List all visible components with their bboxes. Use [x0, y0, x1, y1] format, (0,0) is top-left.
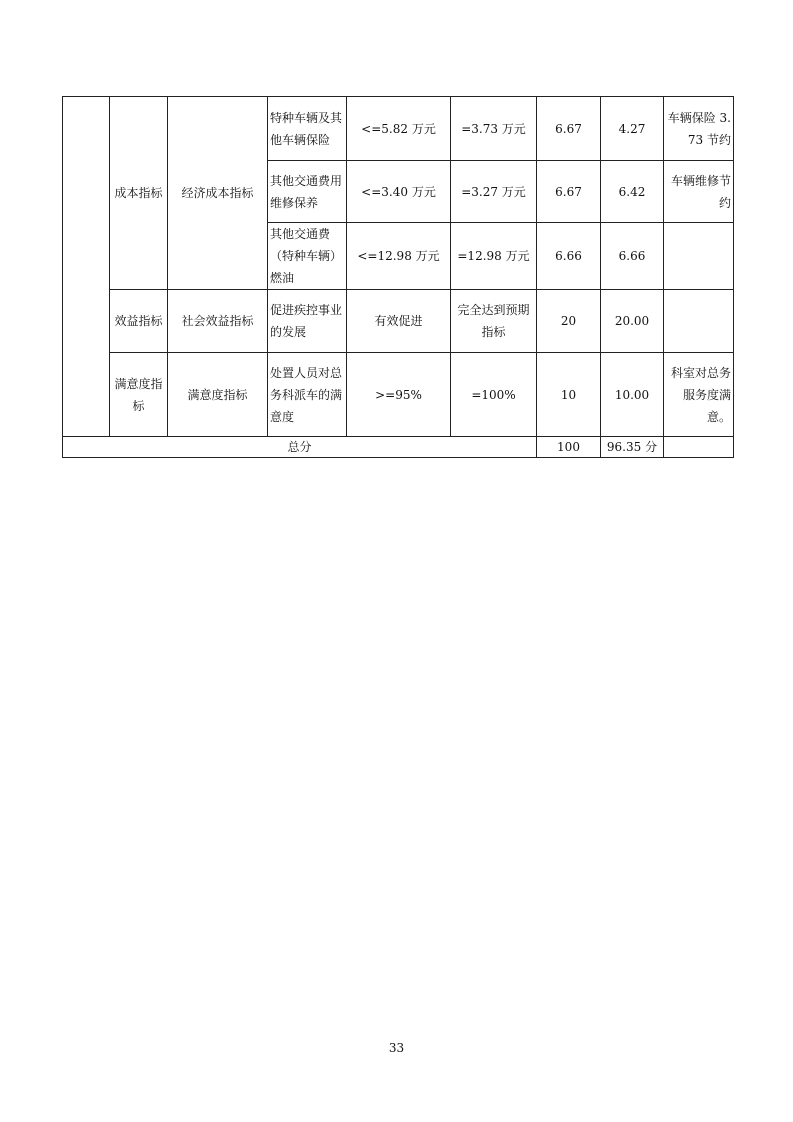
actual-cell: =3.73 万元	[451, 97, 537, 161]
indicator-cell: 其他交通费用维修保养	[268, 161, 347, 223]
score-cell: 6.42	[601, 161, 664, 223]
table-row	[63, 290, 734, 353]
category-cell: 成本指标	[110, 97, 168, 290]
weight-cell: 6.66	[537, 223, 601, 290]
page-number: 33	[388, 1041, 405, 1055]
note-cell: 科室对总务服务度满意。	[664, 353, 734, 437]
total-score-cell: 96.35 分	[601, 437, 664, 458]
table-row	[63, 97, 734, 161]
target-cell: 有效促进	[347, 290, 451, 353]
note-cell: 车辆保险 3.73 节约	[664, 97, 734, 161]
actual-cell: =100%	[451, 353, 537, 437]
weight-cell: 6.67	[537, 97, 601, 161]
target-cell: <=5.82 万元	[347, 97, 451, 161]
actual-cell: =3.27 万元	[451, 161, 537, 223]
first-level-indicator-cell	[63, 97, 110, 437]
target-cell: >=95%	[347, 353, 451, 437]
indicator-cell: 促进疾控事业的发展	[268, 290, 347, 353]
score-cell: 10.00	[601, 353, 664, 437]
actual-cell: =12.98 万元	[451, 223, 537, 290]
weight-cell: 20	[537, 290, 601, 353]
indicator-cell: 处置人员对总务科派车的满意度	[268, 353, 347, 437]
total-note-cell	[664, 437, 734, 458]
category-cell: 效益指标	[110, 290, 168, 353]
subcategory-cell: 社会效益指标	[168, 290, 268, 353]
indicator-cell: 其他交通费（特种车辆）燃油	[268, 223, 347, 290]
total-weight-cell: 100	[537, 437, 601, 458]
score-cell: 6.66	[601, 223, 664, 290]
subcategory-cell: 满意度指标	[168, 353, 268, 437]
category-cell: 满意度指标	[110, 353, 168, 437]
note-cell	[664, 290, 734, 353]
weight-cell: 6.67	[537, 161, 601, 223]
total-label-cell: 总分	[63, 437, 537, 458]
weight-cell: 10	[537, 353, 601, 437]
total-row	[63, 437, 734, 458]
target-cell: <=12.98 万元	[347, 223, 451, 290]
subcategory-cell: 经济成本指标	[168, 97, 268, 290]
score-cell: 4.27	[601, 97, 664, 161]
performance-table	[62, 96, 734, 458]
note-cell	[664, 223, 734, 290]
note-cell: 车辆维修节约	[664, 161, 734, 223]
target-cell: <=3.40 万元	[347, 161, 451, 223]
table-row	[63, 353, 734, 437]
indicator-cell: 特种车辆及其他车辆保险	[268, 97, 347, 161]
score-cell: 20.00	[601, 290, 664, 353]
actual-cell: 完全达到预期指标	[451, 290, 537, 353]
